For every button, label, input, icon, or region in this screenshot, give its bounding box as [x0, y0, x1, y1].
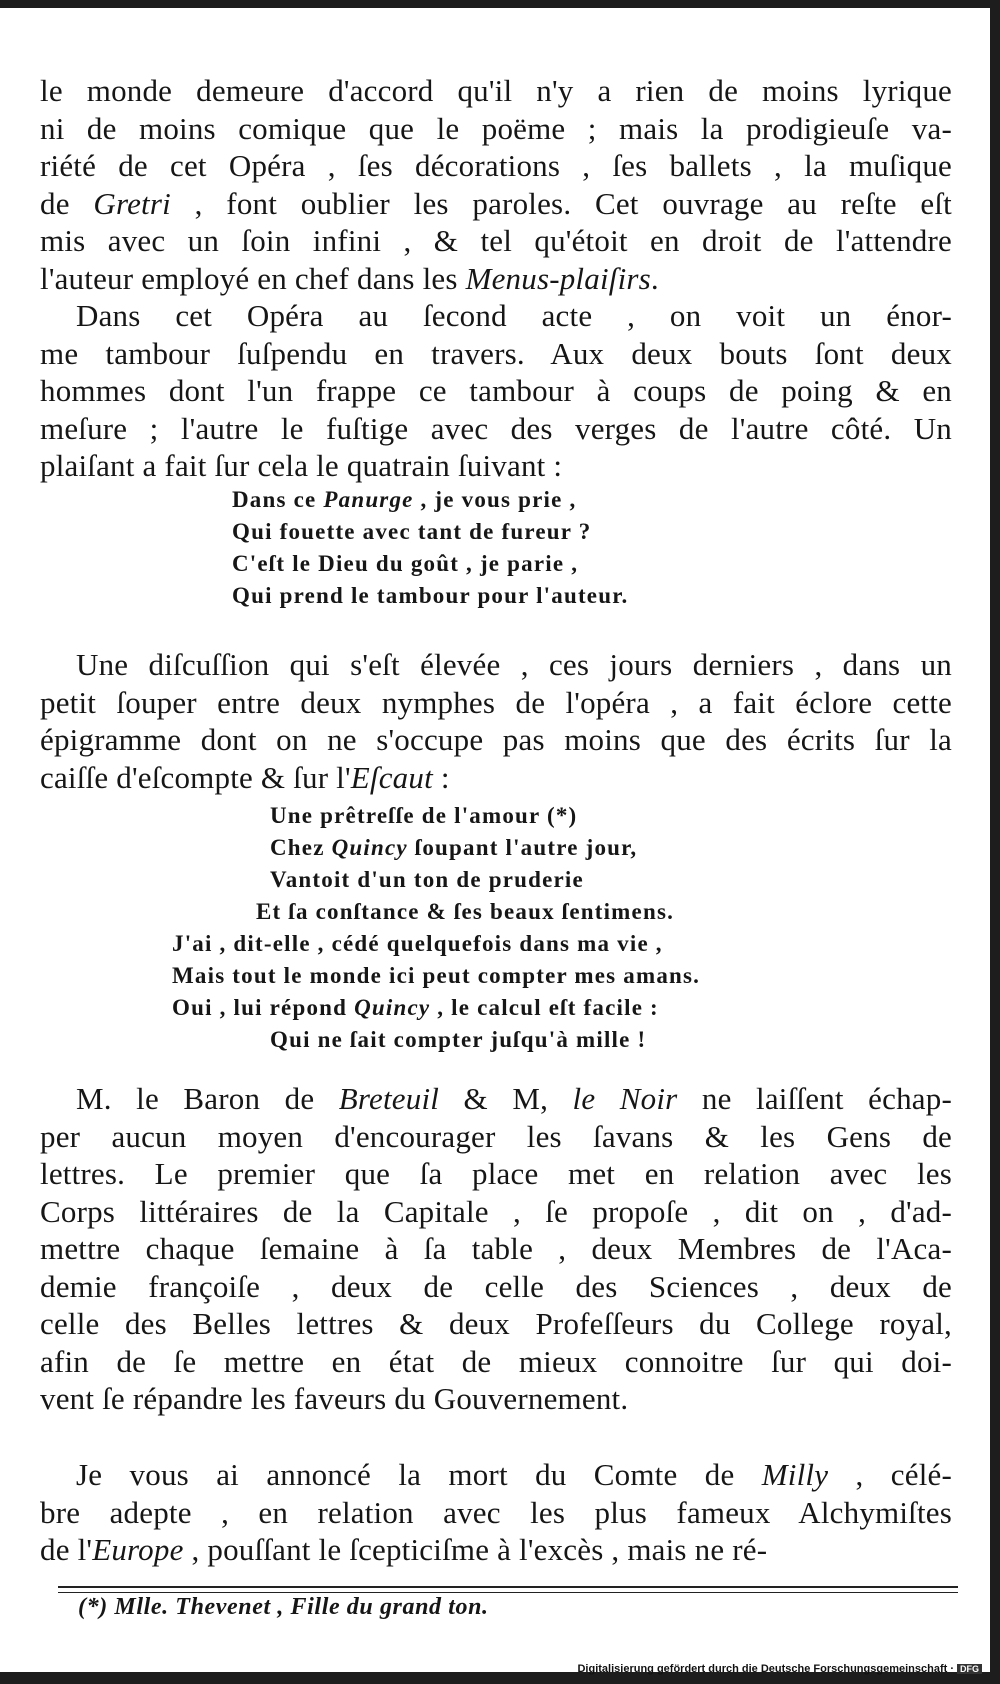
- verse-line: [172, 992, 700, 1024]
- text-line: Une diſcuſſion qui s'eſt élevée , ces jours derniers , dans un: [76, 647, 952, 682]
- italic-name: Breteuil: [338, 1081, 440, 1116]
- italic-name: Quincy: [354, 995, 431, 1020]
- text-line: meſure ; l'autre le fuſtige avec des verges de l'autre côté. Un: [40, 410, 952, 446]
- text-line: Dans cet Opéra au ſecond acte , on voit un énor-: [76, 298, 952, 333]
- line-segment: l'auteur employé en chef dans les: [40, 260, 466, 296]
- verse-line: Et ſa conſtance & ſes beaux ſentimens.: [256, 899, 675, 924]
- paragraph-opera-review: [40, 72, 952, 485]
- text-line: demie françoiſe , deux de celle des Sciences , deux de: [40, 1268, 952, 1304]
- verse-line: Qui fouette avec tant de fureur ?: [232, 519, 592, 544]
- verse-line: [172, 832, 700, 864]
- line-segment: Dans ce: [232, 487, 324, 512]
- text-line: petit ſouper entre deux nymphes de l'opéra , a fait éclore cette: [40, 684, 952, 720]
- paragraph-baron-breteuil: [40, 1080, 952, 1418]
- line-segment: , pouſſant le ſcepticiſme à l'excès , mais ne ré-: [183, 1532, 768, 1567]
- line-segment: Chez: [270, 835, 332, 860]
- verse-line: Mais tout le monde ici peut compter mes amans.: [172, 963, 701, 988]
- text-line: plaiſant a fait ſur cela le quatrain ſuivant :: [40, 448, 563, 483]
- text-line: [40, 759, 952, 797]
- verse-line: Vantoit d'un ton de pruderie: [270, 867, 584, 892]
- text-line: ni de moins comique que le poëme ; mais la prodigieuſe va-: [40, 110, 952, 146]
- line-segment: caiſſe d'eſcompte & ſur l': [40, 759, 351, 795]
- text-line: [40, 1456, 952, 1494]
- scan-edge-top: [0, 0, 1000, 8]
- paragraph-comte-milly: [40, 1456, 952, 1569]
- text-line: celle des Belles lettres & deux Profeſſeurs du College royal,: [40, 1306, 952, 1341]
- text-line: mettre chaque ſemaine à ſa table , deux Membres de l'Aca-: [40, 1231, 952, 1266]
- quatrain-panurge: [232, 484, 628, 612]
- text-line: lettres. Le premier que ſa place met en relation avec les: [40, 1156, 952, 1191]
- italic-name: Panurge: [323, 487, 414, 512]
- verse-line: Qui ne ſait compter juſqu'à mille !: [270, 1027, 647, 1052]
- text-line: [40, 260, 952, 298]
- line-segment: , font oublier les paroles. Cet ouvrage au reſte eſt: [170, 185, 952, 221]
- line-segment: , je vous prie ,: [413, 487, 577, 512]
- line-segment: .: [650, 260, 659, 296]
- italic-name: Quincy: [331, 835, 408, 860]
- footnote-rule-thin: [58, 1592, 958, 1593]
- line-segment: Je vous ai annoncé la mort du Comte de: [76, 1457, 762, 1492]
- epigram-quincy: [172, 800, 700, 1056]
- text-line: me tambour ſuſpendu en travers. Aux deux bouts ſont deux: [40, 335, 952, 371]
- paragraph-epigram-intro: [40, 646, 952, 796]
- footnote-rule: [58, 1586, 958, 1588]
- verse-line: Qui prend le tambour pour l'auteur.: [232, 583, 629, 608]
- line-segment: , le calcul eſt facile :: [430, 995, 659, 1020]
- line-segment: & M,: [439, 1081, 573, 1116]
- verse-line: [232, 484, 628, 516]
- italic-name: Eſcaut: [350, 759, 433, 795]
- verse-line: Une prêtreſſe de l'amour (*): [270, 803, 578, 828]
- verse-line: C'eſt le Dieu du goût , je parie ,: [232, 551, 579, 576]
- text-line: [40, 185, 952, 223]
- scan-edge-right: [990, 0, 1000, 1684]
- line-segment: ne laiſſent échap-: [677, 1081, 952, 1116]
- verse-line: J'ai , dit-elle , cédé quelquefois dans ma vie ,: [172, 931, 663, 956]
- text-line: hommes dont l'un frappe ce tambour à coups de poing & en: [40, 373, 952, 408]
- italic-name: Europe: [92, 1532, 184, 1567]
- text-line: bre adepte , en relation avec les plus fameux Alchymiſtes: [40, 1494, 952, 1530]
- dfg-logo: DFG: [957, 1664, 982, 1674]
- line-segment: :: [432, 759, 450, 795]
- text-line: afin de ſe mettre en état de mieux connoitre ſur qui doi-: [40, 1343, 952, 1379]
- text-line: le monde demeure d'accord qu'il n'y a rien de moins lyrique: [40, 73, 952, 108]
- italic-name: le Noir: [572, 1081, 678, 1116]
- text-line: riété de cet Opéra , ſes décorations , ſes ballets , la muſique: [40, 148, 952, 183]
- line-segment: de: [40, 185, 94, 221]
- text-line: [40, 1531, 952, 1569]
- line-segment: , célé-: [828, 1457, 952, 1492]
- text-line: mis avec un ſoin infini , & tel qu'étoit en droit de l'attendre: [40, 223, 952, 258]
- text-line: épigramme dont on ne s'occupe pas moins que des écrits ſur la: [40, 722, 952, 757]
- text-line: [40, 1080, 952, 1118]
- line-segment: M. le Baron de: [76, 1081, 339, 1116]
- text-line: per aucun moyen d'encourager les ſavans & les Gens de: [40, 1118, 952, 1154]
- line-segment: ſoupant l'autre jour,: [407, 835, 638, 860]
- italic-name: Milly: [761, 1457, 829, 1492]
- line-segment: de l': [40, 1532, 93, 1567]
- digitization-credit: [577, 1663, 982, 1675]
- text-line: vent ſe répandre les faveurs du Gouvernement.: [40, 1381, 629, 1416]
- text-line: Corps littéraires de la Capitale , ſe propoſe , dit on , d'ad-: [40, 1193, 952, 1229]
- footnote: (*) Mlle. Thevenet , Fille du grand ton.: [78, 1594, 489, 1620]
- credit-text: Digitalisierung gefördert durch die Deutsche Forschungsgemeinschaft ·: [577, 1663, 954, 1675]
- line-segment: Oui , lui répond: [172, 995, 355, 1020]
- italic-name: Menus-plaiſirs: [465, 260, 651, 296]
- italic-name: Gretri: [93, 185, 171, 221]
